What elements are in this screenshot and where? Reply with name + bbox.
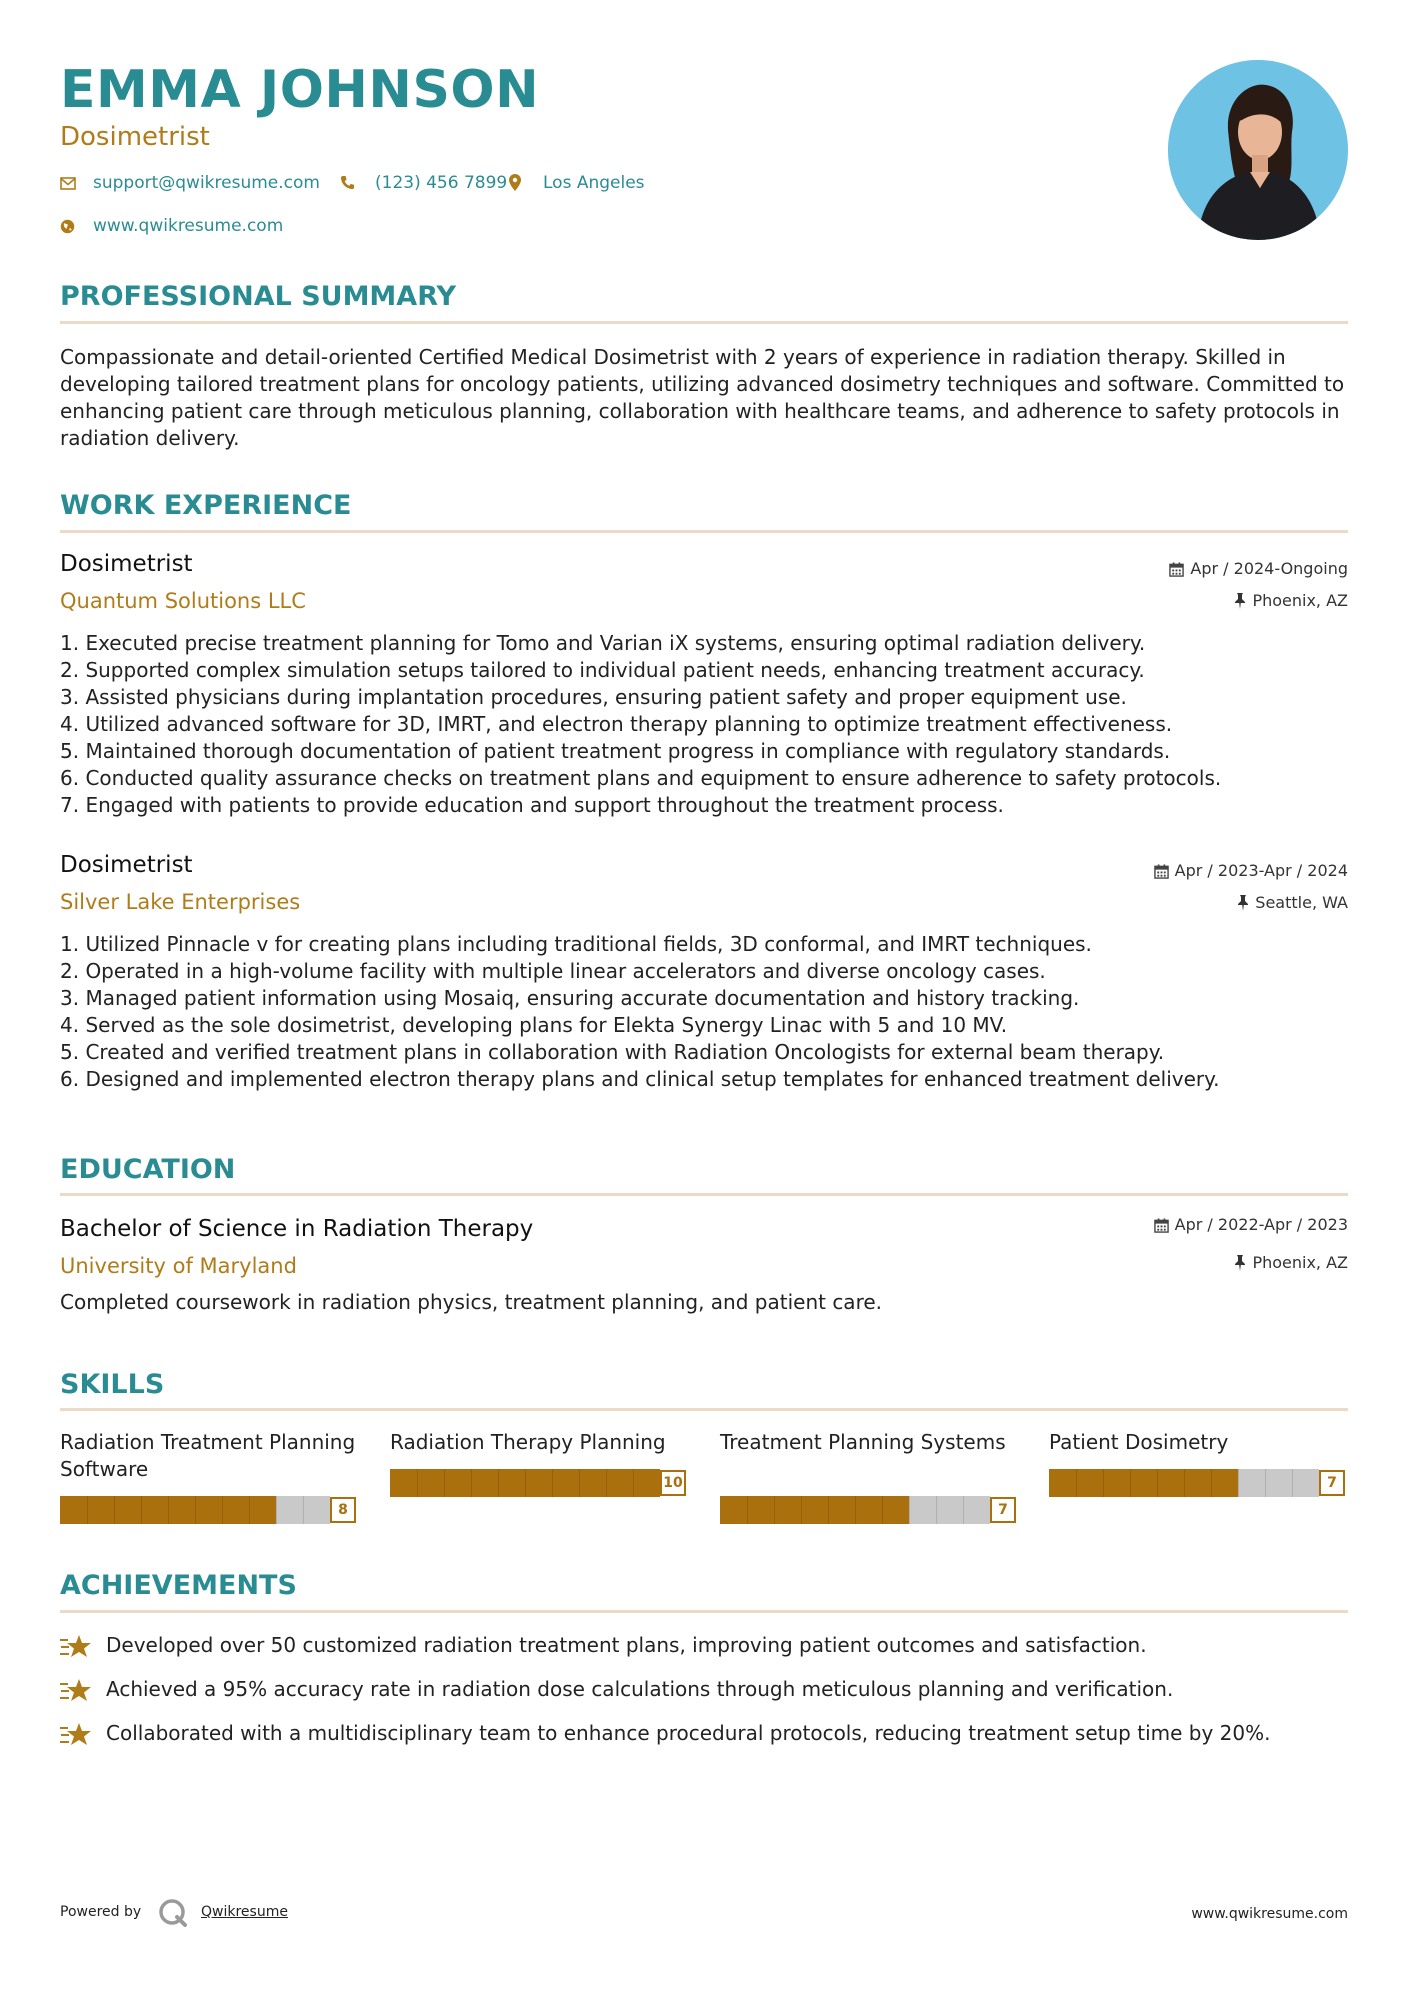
skill-level-badge: 8 (330, 1497, 356, 1523)
education-divider (60, 1193, 1348, 1196)
skill-bar-segment (1265, 1469, 1266, 1497)
job-1-title: Dosimetrist (60, 551, 193, 577)
job-1-location-text: Phoenix, AZ (1252, 591, 1348, 610)
powered-by-label: Powered by (60, 1904, 142, 1920)
job-2-company: Silver Lake Enterprises (60, 890, 301, 914)
skill-bar-track (720, 1496, 990, 1524)
phone-number[interactable]: (123) 456 7899 (375, 173, 508, 193)
achievement-item (60, 1720, 1270, 1747)
job-2-location (1237, 892, 1348, 914)
achievement-text: Achieved a 95% accuracy rate in radiation dose calculations through meticulous planning and verification. (106, 1677, 1174, 1701)
education-date (1154, 1214, 1348, 1236)
achievement-text: Developed over 50 customized radiation treatment plans, improving patient outcomes and satisfaction. (106, 1633, 1147, 1657)
skill-bar-segment (579, 1469, 580, 1497)
skill-bar-segment (1130, 1469, 1131, 1497)
skill-name: Radiation Therapy Planning (390, 1430, 666, 1454)
candidate-name: EMMA JOHNSON (60, 60, 540, 120)
list-item: 4. Utilized advanced software for 3D, IMRT, and electron therapy planning to optimize treatment effectiveness. (60, 712, 1173, 736)
skill-bar-segment (936, 1496, 937, 1524)
job-2-title: Dosimetrist (60, 852, 193, 878)
skill-bar-segment (417, 1469, 418, 1497)
skill-bar-segment (855, 1496, 856, 1524)
shooting-star-icon (60, 1677, 92, 1703)
skill-bar (60, 1496, 356, 1524)
job-2-date-text: Apr / 2023-Apr / 2024 (1174, 861, 1348, 880)
skill-bar-track (1049, 1469, 1319, 1497)
skill-name: Treatment Planning Systems (720, 1430, 1006, 1454)
skill-name: Patient Dosimetry (1049, 1430, 1229, 1454)
skills-divider (60, 1408, 1348, 1411)
achievement-item (60, 1632, 1147, 1659)
shooting-star-icon (60, 1633, 92, 1659)
job-1-company: Quantum Solutions LLC (60, 589, 306, 613)
skill-bar-segment (1103, 1469, 1104, 1497)
list-item: 6. Designed and implemented electron therapy plans and clinical setup templates for enhanced treatment delivery. (60, 1067, 1220, 1091)
skill-bar-segment (1157, 1469, 1158, 1497)
skill-bar-segment (606, 1469, 607, 1497)
email-link[interactable]: support@qwikresume.com (93, 173, 320, 193)
skill-bar-segment (828, 1496, 829, 1524)
work-heading: WORK EXPERIENCE (60, 490, 352, 521)
skill-bar-segment (747, 1496, 748, 1524)
qwikresume-brand-link[interactable]: Qwikresume (201, 1904, 288, 1920)
skill-bar-segment (444, 1469, 445, 1497)
education-location (1234, 1252, 1348, 1274)
list-item: 1. Executed precise treatment planning for Tomo and Varian iX systems, ensuring optimal radiation delivery. (60, 631, 1146, 655)
skill-item (720, 1429, 1020, 1456)
calendar-icon (1154, 1218, 1169, 1233)
list-item: 6. Conducted quality assurance checks on treatment plans and equipment to ensure adherence to safety protocols. (60, 766, 1222, 790)
skill-bar-segment (471, 1469, 472, 1497)
education-location-text: Phoenix, AZ (1252, 1253, 1348, 1272)
skill-bar-segment (87, 1496, 88, 1524)
calendar-icon (1169, 562, 1184, 577)
skill-bar-segment (114, 1496, 115, 1524)
location-pin-icon (509, 174, 521, 191)
skills-heading: SKILLS (60, 1369, 165, 1400)
skill-bar (390, 1469, 686, 1497)
skill-bar-segment (1238, 1469, 1239, 1497)
summary-text: Compassionate and detail-oriented Certified Medical Dosimetrist with 2 years of experience in radiation therapy. Skilled in developing tailored treatment plans for oncology patients, utilizing advanced dosimetry techniques and software. Committed to enhancing patient care through meticulous planning, collaboration with healthcare teams, and adherence to safety protocols in radiation delivery. (60, 345, 1345, 450)
skill-item (1049, 1429, 1349, 1456)
skill-level-badge: 7 (990, 1497, 1016, 1523)
skill-bar-segment (276, 1496, 277, 1524)
list-item: 1. Utilized Pinnacle v for creating plans including traditional fields, 3D conformal, and IMRT techniques. (60, 932, 1092, 956)
list-item: 2. Operated in a high-volume facility with multiple linear accelerators and diverse oncology cases. (60, 959, 1046, 983)
skill-bar (1049, 1469, 1345, 1497)
job-1-location (1234, 590, 1348, 612)
list-item: 2. Supported complex simulation setups tailored to individual patient needs, enhancing treatment accuracy. (60, 658, 1145, 682)
phone-icon (340, 175, 355, 190)
list-item: 3. Assisted physicians during implantation procedures, ensuring patient safety and proper equipment use. (60, 685, 1127, 709)
skill-bar-segment (498, 1469, 499, 1497)
profile-photo (1168, 60, 1348, 240)
job-1-date (1169, 558, 1348, 580)
skill-bar-segment (801, 1496, 802, 1524)
job-2-date (1154, 860, 1348, 882)
email-icon (60, 177, 76, 190)
qwikresume-logo-icon (158, 1898, 188, 1928)
skill-level-badge: 10 (660, 1470, 686, 1496)
education-heading: EDUCATION (60, 1154, 236, 1185)
skill-bar-segment (633, 1469, 634, 1497)
skill-bar-track (60, 1496, 330, 1524)
skill-bar-segment (552, 1469, 553, 1497)
list-item: 5. Maintained thorough documentation of patient treatment progress in compliance with regulatory standards. (60, 739, 1171, 763)
skill-item (390, 1429, 690, 1456)
skill-bar-segment (303, 1496, 304, 1524)
skill-bar-segment (1211, 1469, 1212, 1497)
location-text: Los Angeles (543, 173, 645, 193)
education-school: University of Maryland (60, 1254, 297, 1278)
footer-website-link[interactable]: www.qwikresume.com (1191, 1906, 1348, 1922)
skill-bar-fill (1049, 1469, 1238, 1497)
shooting-star-icon (60, 1721, 92, 1747)
skill-bar-segment (963, 1496, 964, 1524)
list-item: 7. Engaged with patients to provide education and support throughout the treatment process. (60, 793, 1004, 817)
skill-bar-segment (249, 1496, 250, 1524)
achievement-text: Collaborated with a multidisciplinary team to enhance procedural protocols, reducing treatment setup time by 20%. (106, 1721, 1271, 1745)
work-divider (60, 530, 1348, 533)
summary-heading: PROFESSIONAL SUMMARY (60, 281, 457, 312)
job-1-date-text: Apr / 2024-Ongoing (1190, 559, 1348, 578)
job-2-bullets (60, 931, 1350, 1093)
skill-bar-segment (1184, 1469, 1185, 1497)
skill-bar-segment (222, 1496, 223, 1524)
list-item: 3. Managed patient information using Mosaiq, ensuring accurate documentation and history tracking. (60, 986, 1080, 1010)
skill-bar-track (390, 1469, 660, 1497)
pushpin-icon (1237, 895, 1249, 911)
skill-bar (720, 1496, 1016, 1524)
website-link[interactable]: www.qwikresume.com (93, 216, 284, 236)
achievements-heading: ACHIEVEMENTS (60, 1570, 297, 1601)
job-2-location-text: Seattle, WA (1255, 893, 1348, 912)
skill-bar-segment (168, 1496, 169, 1524)
list-item: 5. Created and verified treatment plans in collaboration with Radiation Oncologists for external beam therapy. (60, 1040, 1165, 1064)
education-description: Completed coursework in radiation physics, treatment planning, and patient care. (60, 1290, 883, 1314)
person-avatar-icon (1168, 60, 1348, 240)
skill-bar-segment (1292, 1469, 1293, 1497)
education-date-text: Apr / 2022-Apr / 2023 (1174, 1215, 1348, 1234)
calendar-icon (1154, 864, 1169, 879)
skill-bar-segment (141, 1496, 142, 1524)
pushpin-icon (1234, 1255, 1246, 1271)
skill-bar-segment (525, 1469, 526, 1497)
skill-bar-segment (1076, 1469, 1077, 1497)
candidate-role: Dosimetrist (60, 122, 210, 152)
globe-icon (60, 219, 75, 234)
achievement-item (60, 1676, 1173, 1703)
skill-item (60, 1429, 360, 1483)
education-degree: Bachelor of Science in Radiation Therapy (60, 1216, 534, 1242)
pushpin-icon (1234, 593, 1246, 609)
skill-bar-segment (774, 1496, 775, 1524)
skill-name: Radiation Treatment Planning Software (60, 1430, 356, 1481)
job-1-bullets (60, 630, 1350, 819)
skill-bar-segment (195, 1496, 196, 1524)
skill-bar-segment (882, 1496, 883, 1524)
achievements-divider (60, 1610, 1348, 1613)
skill-bar-fill (720, 1496, 909, 1524)
list-item: 4. Served as the sole dosimetrist, developing plans for Elekta Synergy Linac with 5 and 10 MV. (60, 1013, 1008, 1037)
skill-bar-segment (909, 1496, 910, 1524)
summary-divider (60, 321, 1348, 324)
skill-level-badge: 7 (1319, 1470, 1345, 1496)
